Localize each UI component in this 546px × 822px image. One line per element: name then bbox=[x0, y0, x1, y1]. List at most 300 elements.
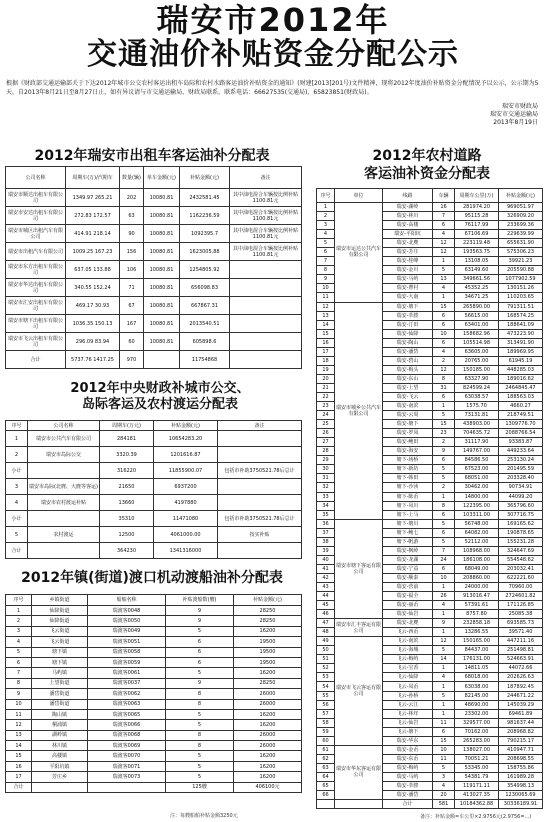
central-cell: 小计 bbox=[6, 463, 28, 479]
ferry-row bbox=[6, 689, 302, 699]
rural-cell: 塘下-塘川 bbox=[383, 519, 433, 528]
rural-cell: 塘下-沙渎 bbox=[383, 483, 433, 492]
taxi-cell: 瑞安市汇安出租车有限公司 bbox=[6, 297, 66, 315]
taxi-cell: 10080.81 bbox=[144, 189, 180, 207]
ferry-cell: 飞云街道 bbox=[32, 637, 88, 647]
page-title-line2: 交通油价补贴资金分配公示 bbox=[87, 37, 459, 72]
rural-cell: 63 bbox=[317, 763, 335, 772]
central-cell: 11855900.07 bbox=[154, 463, 218, 479]
rural-cell: 4 bbox=[433, 347, 455, 356]
rural-cell: 14 bbox=[433, 655, 455, 664]
ferry-cell: 406100元 bbox=[234, 782, 302, 792]
rural-cell: 瑞安-林川 bbox=[383, 212, 433, 221]
taxi-header-cell: 单车金额(元) bbox=[144, 167, 180, 189]
rural-cell: 29 bbox=[317, 456, 335, 465]
central-cell: 瑞安市农村渡运补贴 bbox=[28, 495, 100, 511]
rural-cell: 63605.00 bbox=[455, 347, 499, 356]
rural-cell: 17 bbox=[317, 347, 335, 356]
rural-cell: 5 bbox=[433, 519, 455, 528]
rural-cell: 56615.00 bbox=[455, 311, 499, 320]
ferry-row bbox=[6, 626, 302, 636]
rural-cell: 合计 bbox=[383, 800, 433, 809]
ferry-cell: 瑞渡客0037 bbox=[88, 678, 166, 688]
rural-cell: 瑞安-莘塍 bbox=[383, 782, 433, 791]
central-row bbox=[6, 511, 302, 527]
rural-cell: 5 bbox=[433, 646, 455, 655]
rural-cell: 瑞安-云周 bbox=[383, 411, 433, 420]
central-cell: 35310 bbox=[100, 511, 154, 527]
rural-cell: 8757.80 bbox=[455, 610, 499, 619]
taxi-cell: 90 bbox=[120, 225, 144, 243]
rural-cell: 693585.73 bbox=[499, 619, 543, 628]
rural-cell: 1 bbox=[433, 700, 455, 709]
rural-cell: 6 bbox=[433, 320, 455, 329]
rural-cell: 8 bbox=[433, 374, 455, 383]
rural-cell: 1 bbox=[317, 203, 335, 212]
rural-cell: 5 bbox=[433, 411, 455, 420]
taxi-cell: 605898.6 bbox=[180, 333, 230, 351]
ferry-cell: 5 bbox=[166, 709, 234, 719]
central-cell: 包括市补助3750521.78后总计 bbox=[218, 463, 302, 479]
rural-cell: 251498.81 bbox=[499, 646, 543, 655]
rural-cell: 554548.62 bbox=[499, 555, 543, 564]
rural-cell: 324647.69 bbox=[499, 546, 543, 555]
ferry-cell: 125艘 bbox=[166, 782, 234, 792]
ferry-cell: 2 bbox=[6, 616, 32, 626]
taxi-cell: 10080.81 bbox=[144, 243, 180, 261]
ferry-cell: 芳庄乡 bbox=[32, 772, 88, 782]
taxi-cell: 1162236.59 bbox=[180, 207, 230, 225]
rural-cell: 25085.38 bbox=[499, 610, 543, 619]
central-row bbox=[6, 431, 302, 447]
rural-cell: 5 bbox=[433, 474, 455, 483]
ferry-cell: 16200 bbox=[234, 772, 302, 782]
rural-cell: 飞云-南滨 bbox=[383, 637, 433, 646]
central-cell bbox=[28, 463, 100, 479]
rural-cell: 581 bbox=[433, 800, 455, 809]
taxi-cell bbox=[230, 279, 302, 297]
ferry-cell: 16200 bbox=[234, 626, 302, 636]
rural-cell: 1 bbox=[433, 682, 455, 691]
central-cell: 3 bbox=[6, 479, 28, 495]
rural-cell: 塘下-场桥 bbox=[383, 456, 433, 465]
rural-cell: 188563.03 bbox=[499, 392, 543, 401]
central-cell: 1 bbox=[6, 431, 28, 447]
rural-cell: 22 bbox=[317, 392, 335, 401]
taxi-cell: 67 bbox=[120, 297, 144, 315]
rural-cell: 150185.00 bbox=[455, 365, 499, 374]
rural-cell: 410947.71 bbox=[499, 745, 543, 754]
rural-cell: 13 bbox=[317, 311, 335, 320]
rural-cell: 38 bbox=[317, 537, 335, 546]
ferry-cell: 14 bbox=[6, 741, 32, 751]
rural-row bbox=[317, 302, 543, 311]
rural-cell: 70051.21 bbox=[455, 754, 499, 763]
rural-cell: 4 bbox=[433, 230, 455, 239]
rural-cell: 37 bbox=[317, 528, 335, 537]
rural-cell: 59 bbox=[317, 727, 335, 736]
rural-cell: 354998.13 bbox=[499, 782, 543, 791]
central-cell: 瑞安市岛际(北麂、大麂等客运) bbox=[28, 479, 100, 495]
ferry-row bbox=[6, 730, 302, 740]
rural-cell: 12 bbox=[433, 239, 455, 248]
ferry-header-cell: 乡镇街道 bbox=[32, 595, 88, 606]
rural-cell: 70162.00 bbox=[455, 727, 499, 736]
rural-cell: 10 bbox=[433, 745, 455, 754]
rural-cell: 18 bbox=[317, 356, 335, 365]
taxi-cell: 瑞安市顺达出租车有限公司 bbox=[6, 189, 66, 207]
rural-cell: 31117.90 bbox=[455, 438, 499, 447]
ferry-cell bbox=[88, 782, 166, 792]
central-table-heading-line2: 岛际客运及农村渡运分配表 bbox=[81, 397, 238, 412]
rural-cell: 1 bbox=[433, 492, 455, 501]
rural-cell: 67523.00 bbox=[455, 465, 499, 474]
rural-cell: 1077902.59 bbox=[499, 275, 543, 284]
rural-cell: 5 bbox=[433, 465, 455, 474]
rural-cell: 44099.20 bbox=[499, 492, 543, 501]
ferry-cell: 仙降街道 bbox=[32, 616, 88, 626]
rural-cell: 61945.19 bbox=[499, 356, 543, 365]
taxi-header-cell: 公司名称 bbox=[6, 167, 66, 189]
rural-cell: 瑞安-陶山 bbox=[383, 338, 433, 347]
rural-cell: 110203.65 bbox=[499, 293, 543, 302]
rural-cell: 44 bbox=[317, 592, 335, 601]
rural-cell: 43 bbox=[317, 582, 335, 591]
rural-cell: 158755.86 bbox=[499, 763, 543, 772]
taxi-cell: 272.83 172.57 bbox=[66, 207, 120, 225]
ferry-cell: 4 bbox=[6, 637, 32, 647]
ferry-cell: 6 bbox=[166, 637, 234, 647]
rural-cell: 10 bbox=[317, 284, 335, 293]
rural-cell: 6 bbox=[433, 510, 455, 519]
rural-cell: 130151.26 bbox=[499, 284, 543, 293]
rural-cell: 15 bbox=[433, 420, 455, 429]
rural-cell: 218749.51 bbox=[499, 411, 543, 420]
rural-cell: 12 bbox=[433, 248, 455, 257]
ferry-header-cell: 补贴金额(元) bbox=[234, 595, 302, 606]
ferry-cell: 飞云街道 bbox=[32, 626, 88, 636]
rural-cell: 瑞安-顺泰 bbox=[383, 573, 433, 582]
ferry-cell: 26000 bbox=[234, 741, 302, 751]
rural-row bbox=[317, 800, 543, 809]
rural-cell: 52112.00 bbox=[455, 537, 499, 546]
ferry-cell: 12 bbox=[6, 720, 32, 730]
rural-cell: 169165.62 bbox=[499, 519, 543, 528]
rural-cell: 1 bbox=[433, 402, 455, 411]
rural-cell: 14 bbox=[317, 320, 335, 329]
ferry-row bbox=[6, 699, 302, 709]
rural-cell: 14811.05 bbox=[455, 664, 499, 673]
rural-cell: 63401.00 bbox=[455, 320, 499, 329]
rural-cell: 31 bbox=[433, 383, 455, 392]
rural-cell: 瑞安-塘下 bbox=[383, 302, 433, 311]
ferry-row bbox=[6, 657, 302, 667]
rural-cell: 塘下-陈岙 bbox=[383, 492, 433, 501]
rural-cell: 329577.00 bbox=[455, 718, 499, 727]
rural-cell: 34 bbox=[317, 501, 335, 510]
rural-cell: 68018.00 bbox=[455, 673, 499, 682]
ferry-cell: 28250 bbox=[234, 606, 302, 616]
rural-cell: 202626.63 bbox=[499, 673, 543, 682]
taxi-row bbox=[6, 351, 302, 369]
ferry-cell: 瑞渡客0063 bbox=[88, 699, 166, 709]
rural-cell: 281974.20 bbox=[455, 203, 499, 212]
rural-cell: 13 bbox=[433, 275, 455, 284]
taxi-cell: 10080.81 bbox=[144, 333, 180, 351]
ferry-cell: 瑞渡客0049 bbox=[88, 626, 166, 636]
ferry-cell: 19500 bbox=[234, 637, 302, 647]
rural-cell: 瑞安-汀田 bbox=[383, 320, 433, 329]
rural-cell: 13286.55 bbox=[455, 628, 499, 637]
taxi-cell: 71 bbox=[120, 279, 144, 297]
ferry-cell: 5 bbox=[166, 772, 234, 782]
rural-cell: 瑞安-湖岭 bbox=[383, 203, 433, 212]
taxi-cell: 10080.81 bbox=[144, 225, 180, 243]
central-cell: 包括市补助3750521.78后总计 bbox=[218, 511, 302, 527]
ferry-cell: 26000 bbox=[234, 730, 302, 740]
rural-cell: 25 bbox=[317, 420, 335, 429]
taxi-cell bbox=[230, 297, 302, 315]
rural-cell: 23302.00 bbox=[455, 709, 499, 718]
ferry-cell: 瑞渡客0051 bbox=[88, 637, 166, 647]
taxi-cell: 202 bbox=[120, 189, 144, 207]
rural-cell: 253130.24 bbox=[499, 456, 543, 465]
rural-cell: 5 bbox=[317, 239, 335, 248]
rural-row bbox=[317, 637, 543, 646]
taxi-cell: 瑞安市东方出租车有限公司 bbox=[6, 261, 66, 279]
rural-cell: 20 bbox=[317, 374, 335, 383]
rural-cell: 1 bbox=[433, 610, 455, 619]
rural-cell: 瑞安-南滨 bbox=[383, 402, 433, 411]
rural-cell: 150165.00 bbox=[455, 637, 499, 646]
rural-cell: 瑞安-马屿 bbox=[383, 772, 433, 781]
ferry-cell bbox=[32, 782, 88, 792]
rural-cell: 8 bbox=[317, 266, 335, 275]
rural-cell: 4 bbox=[433, 782, 455, 791]
rural-cell: 39 bbox=[317, 546, 335, 555]
rural-cell: 69461.89 bbox=[499, 709, 543, 718]
taxi-header-cell: 周期车(万)/汽期车 bbox=[66, 167, 120, 189]
rural-cell: 103311.00 bbox=[455, 510, 499, 519]
rural-cell: 55 bbox=[317, 691, 335, 700]
rural-cell: 52 bbox=[317, 664, 335, 673]
ferry-cell: 瑞渡客0073 bbox=[88, 772, 166, 782]
taxi-cell: 469.17 30.93 bbox=[66, 297, 120, 315]
central-cell bbox=[218, 495, 302, 511]
rural-cell: 飞云-仙岩 bbox=[383, 718, 433, 727]
taxi-cell: 1623005.88 bbox=[180, 243, 230, 261]
rural-cell: 66 bbox=[317, 791, 335, 800]
rural-row bbox=[317, 519, 543, 528]
ferry-header-cell: 补贴渡船数(艘) bbox=[166, 595, 234, 606]
rural-cell: 瑞安-华东 bbox=[383, 736, 433, 745]
rural-cell: 189016.62 bbox=[499, 374, 543, 383]
rural-cell: 45 bbox=[317, 601, 335, 610]
rural-cell bbox=[335, 800, 383, 809]
rural-cell: 44072.66 bbox=[499, 664, 543, 673]
central-row bbox=[6, 527, 302, 543]
central-cell: 合计 bbox=[6, 543, 28, 559]
ferry-cell: 5 bbox=[166, 720, 234, 730]
rural-cell: 68051.00 bbox=[455, 474, 499, 483]
taxi-cell: 10080.81 bbox=[144, 315, 180, 333]
taxi-row bbox=[6, 279, 302, 297]
rural-cell: 58 bbox=[317, 718, 335, 727]
taxi-row bbox=[6, 297, 302, 315]
ferry-row bbox=[6, 616, 302, 626]
ferry-cell: 8 bbox=[166, 699, 234, 709]
central-cell: 2 bbox=[6, 447, 28, 463]
rural-cell: 4 bbox=[433, 673, 455, 682]
ferry-cell: 19500 bbox=[234, 657, 302, 667]
rural-cell: 7 bbox=[433, 546, 455, 555]
rural-cell: 67106.69 bbox=[455, 230, 499, 239]
ferry-cell: 28250 bbox=[234, 678, 302, 688]
rural-cell: 233699.36 bbox=[499, 221, 543, 230]
rural-cell: 24 bbox=[317, 411, 335, 420]
ferry-cell: 5 bbox=[166, 761, 234, 771]
ferry-cell: 6 bbox=[166, 657, 234, 667]
rural-cell: 23 bbox=[317, 402, 335, 411]
ferry-cell: 16 bbox=[6, 761, 32, 771]
rural-cell: 瑞安-海安 bbox=[383, 447, 433, 456]
ferry-table-note: 注：每艘船舶补贴金额3250元 bbox=[170, 813, 238, 819]
taxi-cell: 656098.83 bbox=[180, 279, 230, 297]
rural-cell: 349661.56 bbox=[455, 275, 499, 284]
central-row bbox=[6, 463, 302, 479]
taxi-row bbox=[6, 333, 302, 351]
rural-cell: 1 bbox=[433, 582, 455, 591]
central-cell: 21650 bbox=[100, 479, 154, 495]
rural-cell: 46 bbox=[317, 610, 335, 619]
rural-cell: 瑞安-潘岱 bbox=[383, 791, 433, 800]
central-cell bbox=[218, 431, 302, 447]
rural-cell: 61 bbox=[317, 745, 335, 754]
taxi-cell: 1009.25 167.23 bbox=[66, 243, 120, 261]
rural-cell: 413027.35 bbox=[455, 791, 499, 800]
rural-cell: 42 bbox=[317, 573, 335, 582]
central-cell bbox=[218, 543, 302, 559]
central-cell bbox=[28, 543, 100, 559]
central-header-cell: 备注 bbox=[218, 421, 302, 431]
ferry-cell: 潘岱街道 bbox=[32, 689, 88, 699]
rural-cell: 12 bbox=[433, 637, 455, 646]
rural-cell: 84586.50 bbox=[455, 456, 499, 465]
rural-cell: 36 bbox=[317, 519, 335, 528]
rural-cell: 208968.82 bbox=[499, 727, 543, 736]
rural-header-cell: 补贴金额(元) bbox=[499, 189, 543, 203]
taxi-row bbox=[6, 207, 302, 225]
taxi-row bbox=[6, 225, 302, 243]
rural-company-cell: 瑞安市运达公共汽车有限公司 bbox=[335, 203, 383, 303]
ferry-cell: 28250 bbox=[234, 616, 302, 626]
taxi-cell: 167 bbox=[120, 315, 144, 333]
rural-cell: 4 bbox=[317, 230, 335, 239]
rural-cell: 30336189.91 bbox=[499, 800, 543, 809]
rural-cell: 2 bbox=[433, 356, 455, 365]
ferry-cell: 仙降街道 bbox=[32, 606, 88, 616]
intro-paragraph: 根据《财政部交通运输部关于下达2012年城市公交农村客运出租车岛际和农村水路客运油价补贴资金的通知》(财建[2013]201号)文件精神，现将2012年度油价补贴资金分配情况予以公示，公示期为5天，自2013年8月21日至8月27日止，如有异议请与市交通运输局、财政局联系。联系电话：66627535(交通局)、65823851(财政局)。 bbox=[6, 80, 539, 96]
rural-cell: 161989.28 bbox=[499, 772, 543, 781]
taxi-header-cell: 备注 bbox=[230, 167, 302, 189]
rural-cell: 飞云-宝香 bbox=[383, 664, 433, 673]
rural-cell: 70960.00 bbox=[499, 582, 543, 591]
rural-cell: 瑞安-马屿 bbox=[383, 275, 433, 284]
ferry-cell: 13 bbox=[6, 730, 32, 740]
ferry-cell: 16200 bbox=[234, 709, 302, 719]
rural-cell bbox=[317, 800, 335, 809]
rural-cell: 10184362.88 bbox=[455, 800, 499, 809]
central-table-heading-line1: 2012年中央财政补城市公交、 bbox=[70, 381, 250, 396]
ferry-cell: 26000 bbox=[234, 699, 302, 709]
rural-cell: 188641.09 bbox=[499, 320, 543, 329]
ferry-cell: 5 bbox=[6, 647, 32, 657]
rural-cell: 33 bbox=[317, 492, 335, 501]
rural-cell: 11 bbox=[317, 293, 335, 302]
ferry-header-cell: 序号 bbox=[6, 595, 32, 606]
taxi-cell bbox=[144, 351, 180, 369]
ferry-cell: 9 bbox=[166, 678, 234, 688]
rural-cell: 2 bbox=[433, 438, 455, 447]
issuer-org-finance: 瑞安市财政局 bbox=[501, 103, 538, 110]
rural-cell: 塘下-新坊 bbox=[383, 465, 433, 474]
ferry-cell: 15 bbox=[6, 751, 32, 761]
rural-cell: 3 bbox=[433, 772, 455, 781]
taxi-cell: 合计 bbox=[6, 351, 66, 369]
taxi-cell: 瑞安市城区出租汽车有限公司 bbox=[6, 225, 66, 243]
rural-cell: 7 bbox=[433, 212, 455, 221]
taxi-cell: 414.91 218.14 bbox=[66, 225, 120, 243]
ferry-row bbox=[6, 709, 302, 719]
central-cell: 11471080 bbox=[154, 511, 218, 527]
central-cell: 瑞安市公共汽车有限公司 bbox=[28, 431, 100, 447]
ferry-cell: 陶山镇 bbox=[32, 709, 88, 719]
rural-cell: 449233.64 bbox=[499, 447, 543, 456]
ferry-cell: 19500 bbox=[234, 647, 302, 657]
rural-cell: 塘下-上马 bbox=[383, 510, 433, 519]
rural-cell: 飞云-孙桥 bbox=[383, 691, 433, 700]
rural-cell: 76117.99 bbox=[455, 221, 499, 230]
rural-cell: 790215.17 bbox=[499, 736, 543, 745]
rural-cell: 26 bbox=[433, 592, 455, 601]
taxi-cell: 106 bbox=[120, 261, 144, 279]
rural-cell: 11 bbox=[433, 718, 455, 727]
ferry-cell: 瑞渡客0058 bbox=[88, 647, 166, 657]
rural-cell: 飞云-塘下 bbox=[383, 727, 433, 736]
rural-cell: 45352.25 bbox=[455, 284, 499, 293]
rural-cell: 23 bbox=[433, 429, 455, 438]
rural-cell: 5 bbox=[433, 537, 455, 546]
taxi-cell bbox=[230, 261, 302, 279]
rural-cell: 969051.97 bbox=[499, 203, 543, 212]
central-cell: 1341316000 bbox=[154, 543, 218, 559]
ferry-cell: 合计 bbox=[6, 782, 32, 792]
ferry-cell: 3 bbox=[6, 626, 32, 636]
ferry-cell: 潘岱街道 bbox=[32, 699, 88, 709]
rural-cell: 119171.11 bbox=[455, 782, 499, 791]
rural-cell: 138027.00 bbox=[455, 745, 499, 754]
ferry-cell: 5 bbox=[166, 668, 234, 678]
central-cell: 364230 bbox=[100, 543, 154, 559]
ferry-row bbox=[6, 637, 302, 647]
rural-cell: 27 bbox=[317, 438, 335, 447]
rural-cell: 瑞安-仙降 bbox=[383, 329, 433, 338]
rural-header-cell: 周期车公里(万) bbox=[455, 189, 499, 203]
rural-cell: 塘下-凤川 bbox=[383, 501, 433, 510]
taxi-row bbox=[6, 315, 302, 333]
rural-cell: 2 bbox=[317, 212, 335, 221]
taxi-row bbox=[6, 189, 302, 207]
